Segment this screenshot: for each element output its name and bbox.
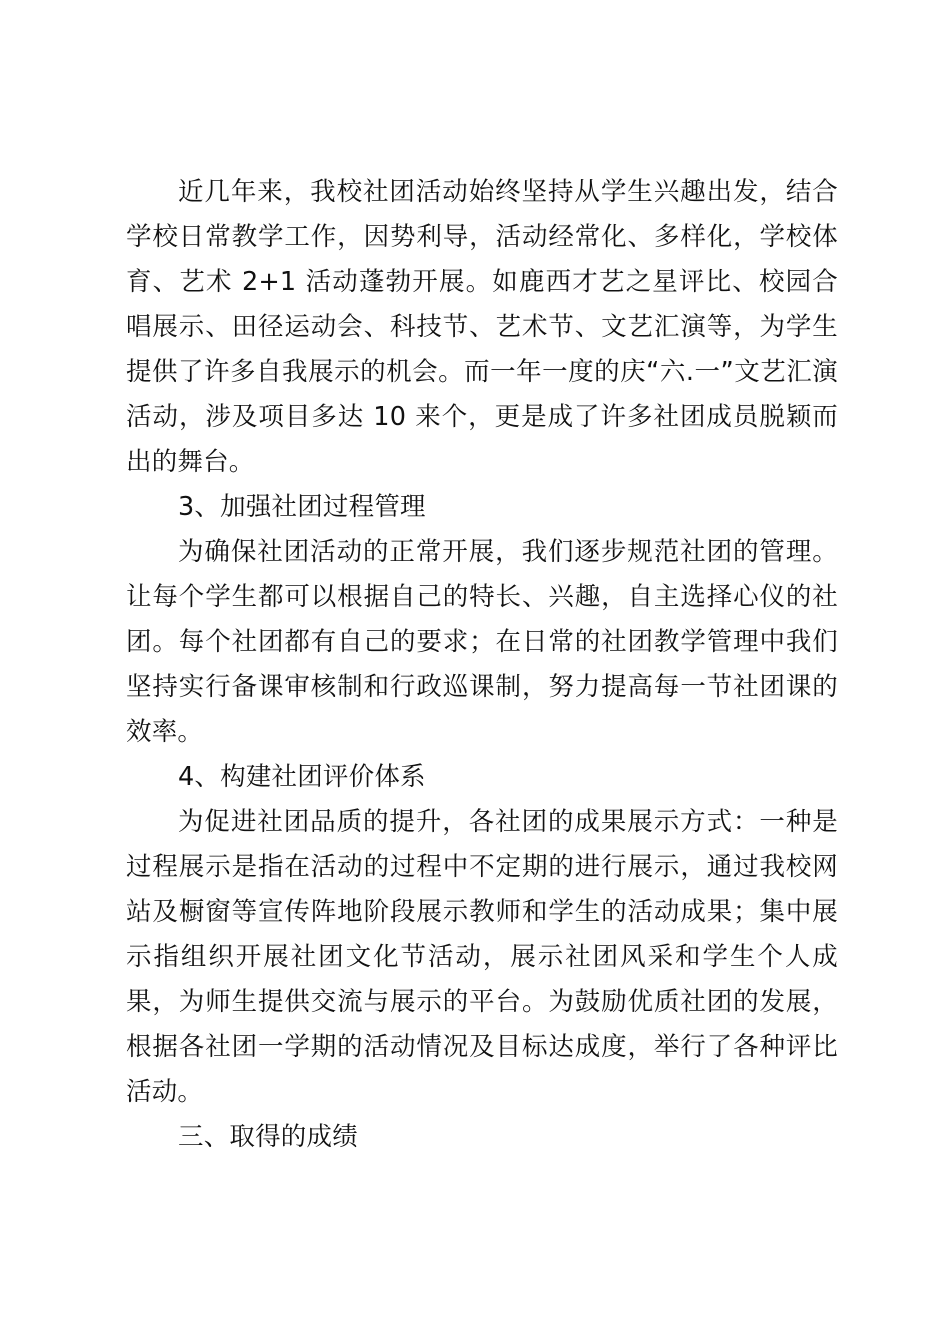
paragraph-process-management: 为确保社团活动的正常开展，我们逐步规范社团的管理。让每个学生都可以根据自己的特长、兴趣，自主选择心仪的社团。每个社团都有自己的要求；在日常的社团教学管理中我们坚持实行备课审核制和行政巡课制，努力提高每一节社团课的效率。	[126, 537, 838, 747]
paragraph-activities-overview: 近几年来，我校社团活动始终坚持从学生兴趣出发，结合学校日常教学工作，因势利导，活动经常化、多样化，学校体育、艺术 2+1 活动蓬勃开展。如鹿西才艺之星评比、校园合唱展示、田径运动会、科技节、艺术节、文艺汇演等，为学生提供了许多自我展示的机会。而一年一度的庆“六.一”文艺汇演活动，涉及项目多达 10 来个，更是成了许多社团成员脱颖而出的舞台。	[126, 177, 838, 477]
section-heading-evaluation-system: 4、构建社团评价体系	[178, 762, 426, 792]
section-heading-achievements: 三、取得的成绩	[178, 1122, 358, 1152]
section-heading-process-management: 3、加强社团过程管理	[178, 492, 426, 522]
paragraph-evaluation-system: 为促进社团品质的提升，各社团的成果展示方式：一种是过程展示是指在活动的过程中不定期的进行展示，通过我校网站及橱窗等宣传阵地阶段展示教师和学生的活动成果；集中展示指组织开展社团文化节活动，展示社团风采和学生个人成果，为师生提供交流与展示的平台。为鼓励优质社团的发展，根据各社团一学期的活动情况及目标达成度，举行了各种评比活动。	[126, 807, 838, 1107]
document-body	[126, 170, 838, 1160]
